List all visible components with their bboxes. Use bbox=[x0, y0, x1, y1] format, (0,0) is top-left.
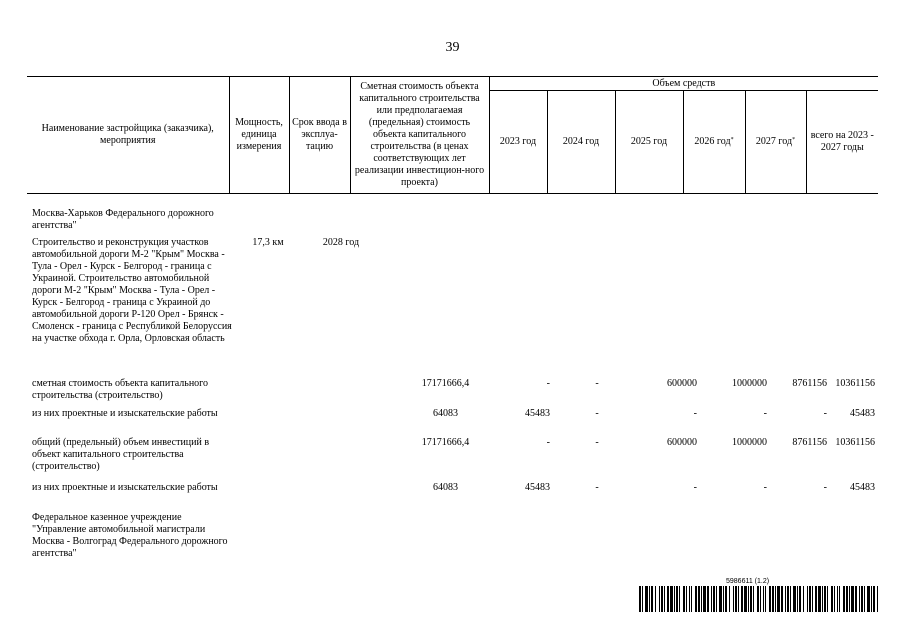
barcode-bar bbox=[741, 586, 743, 612]
row-2027: 8761156 bbox=[792, 437, 827, 448]
row-name: Москва-Харьков Федерального дорожного агентства" bbox=[32, 208, 214, 231]
row-2026: - bbox=[763, 482, 767, 493]
barcode-bar bbox=[683, 586, 685, 612]
barcode-bar bbox=[775, 586, 776, 612]
barcode-bar bbox=[748, 586, 749, 612]
row-2023: - bbox=[546, 437, 550, 448]
row-total: 45483 bbox=[850, 408, 875, 419]
barcode-bar bbox=[750, 586, 752, 612]
row-name: общий (предельный) объем инвестиций в объект капитального строительства (строительство) bbox=[32, 437, 210, 472]
barcode-bar bbox=[867, 586, 870, 612]
barcode-bar bbox=[733, 586, 734, 612]
row-2025: - bbox=[693, 482, 697, 493]
row-2023: 45483 bbox=[525, 482, 550, 493]
header-name: Наименование застройщика (заказчика), мероприятия bbox=[27, 77, 229, 194]
barcode-bar bbox=[695, 586, 697, 612]
barcode-bar bbox=[831, 586, 833, 612]
table-header bbox=[27, 76, 878, 194]
barcode-bar bbox=[807, 586, 808, 612]
barcode-bar bbox=[711, 586, 712, 612]
barcode-bar bbox=[723, 586, 724, 612]
barcode-bar bbox=[679, 586, 680, 612]
header-capacity: Мощность, единица измерения bbox=[229, 77, 289, 194]
barcode-bar bbox=[871, 586, 872, 612]
barcode-bar bbox=[735, 586, 737, 612]
barcode-bar bbox=[645, 586, 648, 612]
barcode-bar bbox=[846, 586, 848, 612]
row-cost: 17171666,4 bbox=[421, 437, 470, 448]
row-2025: - bbox=[693, 408, 697, 419]
row-name: из них проектные и изыскательские работы bbox=[32, 408, 218, 419]
barcode-bar bbox=[639, 586, 641, 612]
barcode-bar bbox=[851, 586, 854, 612]
header-year-2026 bbox=[683, 91, 745, 194]
barcode-bar bbox=[873, 586, 875, 612]
asterisk-2027: * bbox=[792, 137, 796, 144]
barcode-bar bbox=[859, 586, 860, 612]
row-2027: - bbox=[823, 482, 827, 493]
barcode-bar bbox=[843, 586, 845, 612]
barcode-bar bbox=[864, 586, 865, 612]
barcode-bar bbox=[703, 586, 706, 612]
barcode-bar bbox=[725, 586, 727, 612]
barcode-bar bbox=[676, 586, 678, 612]
barcode-bar bbox=[815, 586, 817, 612]
row-cost: 64083 bbox=[433, 408, 458, 419]
barcode-bar bbox=[797, 586, 798, 612]
barcode-bar bbox=[753, 586, 754, 612]
barcode-bar bbox=[787, 586, 789, 612]
barcode-bar bbox=[716, 586, 717, 612]
barcode-bar bbox=[803, 586, 804, 612]
barcode-bar bbox=[707, 586, 709, 612]
barcode-bar bbox=[781, 586, 783, 612]
barcode-bar bbox=[701, 586, 702, 612]
row-2026: 1000000 bbox=[732, 378, 767, 389]
header-year-2027-label: 2027 год bbox=[755, 136, 793, 148]
barcode-bar bbox=[849, 586, 850, 612]
header-year-2023: 2023 год bbox=[489, 91, 547, 194]
header-funds: Объем средств bbox=[489, 77, 878, 91]
barcode-bar bbox=[839, 586, 840, 612]
barcode-bar bbox=[861, 586, 863, 612]
barcode-bar bbox=[649, 586, 650, 612]
row-2026: 1000000 bbox=[732, 437, 767, 448]
barcode-bar bbox=[765, 586, 766, 612]
barcode-bar bbox=[691, 586, 692, 612]
barcode-bar bbox=[809, 586, 811, 612]
barcode-bar bbox=[834, 586, 835, 612]
barcode-bar bbox=[664, 586, 665, 612]
barcode-bar bbox=[785, 586, 786, 612]
header-year-2025: 2025 год bbox=[615, 91, 683, 194]
barcode-bar bbox=[655, 586, 656, 612]
row-2024: - bbox=[595, 408, 599, 419]
barcode-bar bbox=[777, 586, 780, 612]
barcode-bar bbox=[877, 586, 878, 612]
barcode-bar bbox=[824, 586, 826, 612]
barcode-bar bbox=[760, 586, 761, 612]
row-total: 10361156 bbox=[835, 378, 875, 389]
row-cost: 17171666,4 bbox=[421, 378, 470, 389]
barcode-bar bbox=[812, 586, 813, 612]
barcode-bar bbox=[763, 586, 764, 612]
row-2023: - bbox=[546, 378, 550, 389]
row-cost: 64083 bbox=[433, 482, 458, 493]
row-2024: - bbox=[595, 482, 599, 493]
barcode-bar bbox=[719, 586, 722, 612]
barcode-bar bbox=[827, 586, 828, 612]
page-number: 39 bbox=[445, 40, 460, 55]
barcode-bar bbox=[757, 586, 759, 612]
row-2024: - bbox=[595, 437, 599, 448]
barcode-bar bbox=[790, 586, 791, 612]
barcode-bar bbox=[769, 586, 771, 612]
row-term: 2028 год bbox=[322, 237, 360, 248]
header-year-2026-label: 2026 год bbox=[694, 136, 731, 148]
row-name: сметная стоимость объекта капитального строительства (строительство) bbox=[32, 378, 209, 401]
barcode-bar bbox=[822, 586, 823, 612]
row-2023: 45483 bbox=[525, 408, 550, 419]
barcode-bar bbox=[686, 586, 687, 612]
row-capacity: 17,3 км bbox=[252, 237, 284, 248]
row-2025: 600000 bbox=[667, 378, 697, 389]
barcode-bar bbox=[698, 586, 700, 612]
barcode-bar bbox=[799, 586, 801, 612]
row-2027: - bbox=[823, 408, 827, 419]
header-term: Срок ввода в эксплуа-тацию bbox=[289, 77, 350, 194]
asterisk-2026: * bbox=[730, 137, 734, 144]
row-total: 10361156 bbox=[835, 437, 875, 448]
barcode-bar bbox=[855, 586, 857, 612]
barcode-bar bbox=[713, 586, 715, 612]
barcode-bar bbox=[837, 586, 838, 612]
barcode-bar bbox=[667, 586, 669, 612]
barcode-bar bbox=[661, 586, 663, 612]
barcode-bar bbox=[670, 586, 673, 612]
row-2025: 600000 bbox=[667, 437, 697, 448]
row-2026: - bbox=[763, 408, 767, 419]
row-name: из них проектные и изыскательские работы bbox=[32, 482, 218, 493]
barcode-bar bbox=[659, 586, 660, 612]
header-year-2027 bbox=[745, 91, 806, 194]
barcode-bar bbox=[729, 586, 730, 612]
barcode-bar bbox=[772, 586, 774, 612]
barcode-bar bbox=[689, 586, 690, 612]
row-name: Строительство и реконструкция участков автомобильной дороги М-2 "Крым" Москва - Тула - Орел - Курск - Белгород - граница с Украиной. Строительство автомобильной дороги М-2 "Крым" Москва - Тула - Орел - Курск - Белгород - граница с Украиной до автомобильной дороги Р-120 Орел - Брянск - Смоленск - граница с Республикой Белоруссия на участке обхода г. Орла, Орловская область bbox=[32, 237, 232, 344]
row-2024: - bbox=[595, 378, 599, 389]
barcode-icon bbox=[639, 586, 878, 612]
barcode-bar bbox=[642, 586, 643, 612]
header-cost: Сметная стоимость объекта капитального строительства или предполагаемая (предельная) стоимость объекта капитального строительства (в ценах соответствующих лет реализации инвестицион-ного проекта) bbox=[350, 77, 489, 194]
barcode-number: 5986611 (1.2) bbox=[726, 578, 770, 585]
barcode-bar bbox=[651, 586, 653, 612]
barcode-bar bbox=[738, 586, 739, 612]
barcode-bar bbox=[674, 586, 675, 612]
barcode-bar bbox=[793, 586, 796, 612]
barcode-bar bbox=[744, 586, 747, 612]
header-year-2024: 2024 год bbox=[547, 91, 615, 194]
row-2027: 8761156 bbox=[792, 378, 827, 389]
barcode-bar bbox=[818, 586, 821, 612]
row-total: 45483 bbox=[850, 482, 875, 493]
header-total: всего на 2023 - 2027 годы bbox=[806, 91, 878, 194]
row-name: Федеральное казенное учреждение "Управление автомобильной магистрали Москва - Волгоград Федерального дорожного агентства" bbox=[32, 512, 228, 559]
